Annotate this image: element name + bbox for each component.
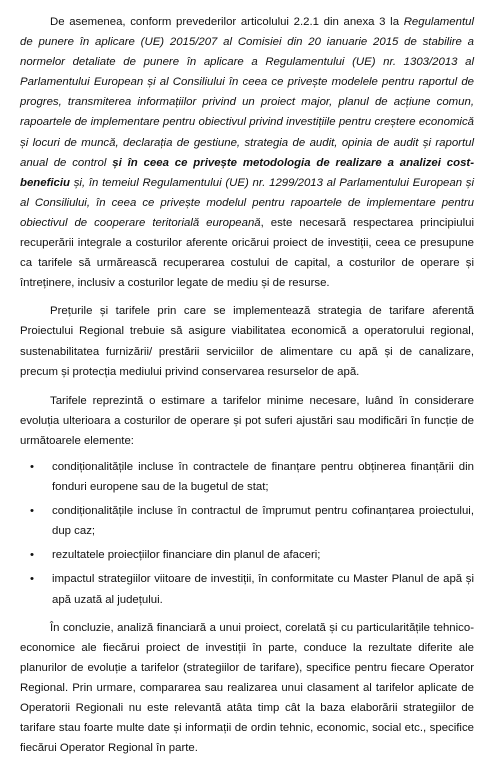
paragraph-1-intro: De asemenea, conform prevederilor articolului 2.2.1 din anexa 3 la — [50, 16, 404, 28]
cost-benefit-methodology-emphasis: și în ceea ce privește metodologia de realizare a analizei cost-beneficiu — [20, 156, 474, 189]
list-item: • impactul strategiilor viitoare de investiții, în conformitate cu Master Planul de apă și apă uzată al județului. — [20, 569, 474, 609]
list-item: • rezultatele proiecțiilor financiare din planul de afaceri; — [20, 545, 474, 565]
paragraph-conclusion: În concluzie, analiză financiară a unui proiect, corelată și cu particularitățile tehnico-economice ale fiecărui proiect de investiții în parte, conduce la rezultate diferite ale planurilor de evoluție a tarifelor (strategiilor de tarifare), specifice pentru fiecare Operator Regional. Prin urmare, compararea sau realizarea unui clasament al tarifelor aplicate de Operatorii Regionali nu este relevantă atâta timp cât la baza elaborării strategiilor de tarifare stau foarte multe date și informații de ordin tehnic, economic, social etc., specifice fiecărui Operator Regional în parte. — [20, 621, 474, 755]
paragraph-pricing-strategy: Prețurile și tarifele prin care se implementează strategia de tarifare aferentă Proiectului Regional trebuie să asigure viabilitatea economică a operatorului regional, sustenabilitatea furnizării/ prestării serviciilor de alimentare cu apă și de canalizare, precum și protecția mediului privind conservarea resurselor de apă. — [20, 305, 474, 378]
regulation-2015-207-reference: Regulamentul de punere în aplicare (UE) 2015/207 al Comisiei din 20 ianuarie 2015 de stabilire a normelor detaliate de punere în aplicare a Regulamentului (UE) nr. 1303/2013 al Parlamentului European și al Consiliului în ceea ce privește modelele pentru raportul de progres, transmiterea informațiilor privind un proiect major, planul de acțiune comun, rapoartele de implementare pentru obiectivul privind investițiile pentru creștere economică și locuri de muncă, declarația de gestiune, strategia de audit, opinia de audit și raportul anual de control — [20, 16, 474, 169]
paragraph-legal-basis — [20, 12, 474, 293]
paragraph-1-conclusion: , este necesară respectarea principiului recuperării integrale a costurilor aferente oricărui proiect de investiții, ceea ce presupune ca tarifele să urmărească recuperarea costului de capital, a costurilor de operare și întreținere, inclusiv a costurilor legate de mediu și de resurse. — [20, 216, 474, 290]
paragraph-tariff-estimate: Tarifele reprezintă o estimare a tarifelor minime necesare, luând în considerare evoluția ulterioara a costurilor de operare și pot suferi ajustări sau modificări în funcție de următoarele elemente: — [20, 394, 474, 447]
list-item: • condiționalitățile incluse în contractele de finanțare pentru obținerea finanțării din fonduri europene sau de la bugetul de stat; — [20, 457, 474, 497]
list-item: • condiționalitățile incluse în contractul de împrumut pentru cofinanțarea proiectului, dup caz; — [20, 501, 474, 541]
adjustment-factors-list — [20, 457, 474, 610]
regulation-1299-2013-reference: și, în temeiul Regulamentului (UE) nr. 1299/2013 al Parlamentului European și al Consiliului, în ceea ce privește modelul pentru rapoartele de implementare pentru obiectivul de cooperare teritorială europeană — [20, 176, 474, 229]
